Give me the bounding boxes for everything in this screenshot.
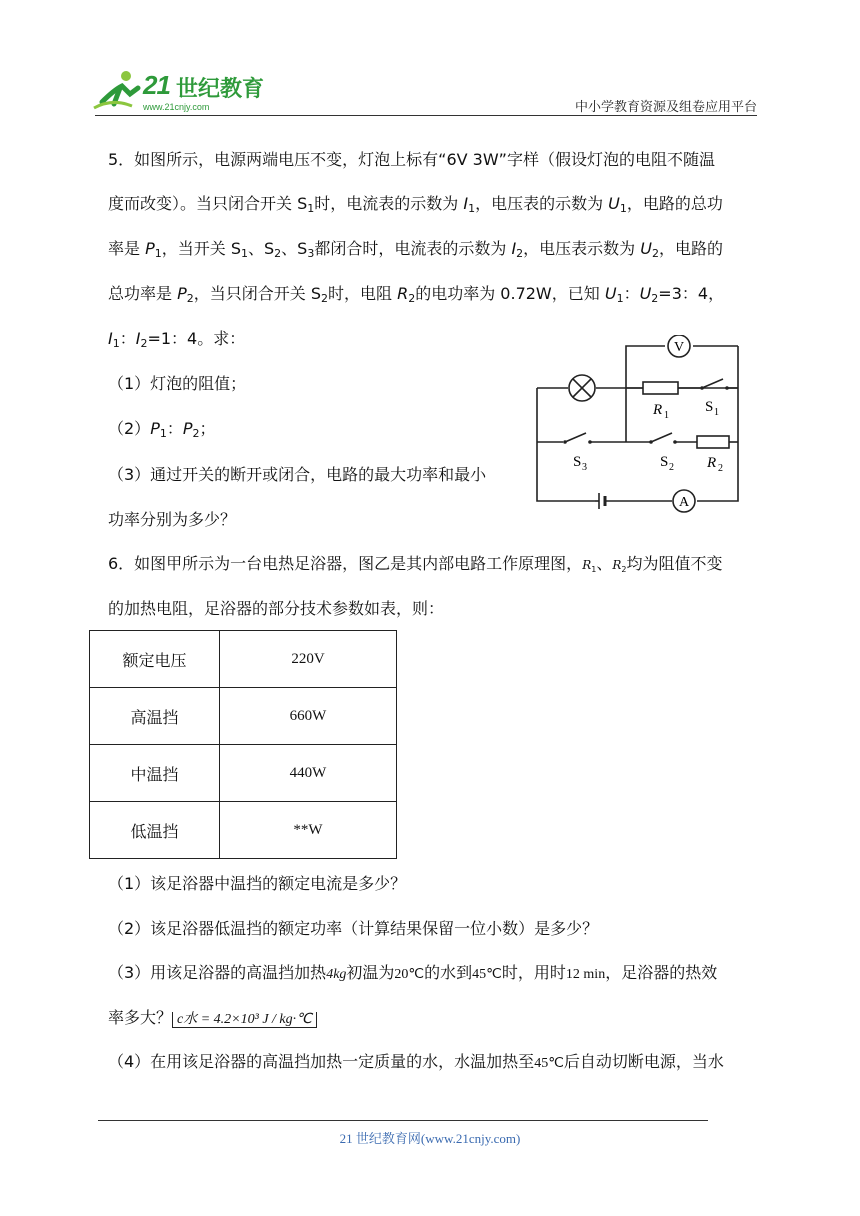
table-cell: 高温挡 — [90, 688, 220, 745]
resistor-r2 — [697, 436, 729, 474]
resistor-r1 — [643, 382, 678, 421]
runner-logo-icon — [92, 68, 148, 112]
svg-text:R: R — [707, 455, 717, 471]
table-cell: 220V — [220, 631, 397, 688]
svg-text:1: 1 — [664, 410, 669, 421]
svg-text:1: 1 — [714, 407, 719, 418]
formula-specific-heat: c水 = 4.2×10³ J / kg·℃ — [172, 1012, 317, 1028]
table-row — [90, 688, 397, 745]
svg-text:2: 2 — [718, 463, 723, 474]
logo-url: www.21cnjy.com — [143, 102, 210, 112]
switch-s2 — [649, 433, 677, 473]
circuit-diagram — [525, 335, 750, 515]
q5-line-1: 5．如图所示，电源两端电压不变，灯泡上标有“6V 3W”字样（假设灯泡的电阻不随温 — [108, 150, 715, 169]
battery-icon — [599, 493, 605, 509]
svg-text:V: V — [673, 340, 685, 355]
svg-text:R: R — [653, 402, 663, 418]
q5-line-4: 总功率是 $P_2$，当只闭合开关 $S_2$时，电阻 $R_2$的电功率为 0.72W，已知 $U_1$：$U_2=3$：4， — [108, 284, 725, 305]
svg-text:3: 3 — [582, 462, 587, 473]
table-cell: 低温挡 — [90, 802, 220, 859]
table-cell: 660W — [220, 688, 397, 745]
table-row — [90, 631, 397, 688]
q5-part-2: $(2)P_1$：$P_2$； — [108, 419, 216, 440]
lamp-icon — [569, 375, 595, 401]
spec-table — [89, 630, 397, 859]
q6-line-2: 的加热电阻，足浴器的部分技术参数如表，则： — [108, 599, 445, 618]
svg-text:S: S — [705, 399, 714, 415]
table-row — [90, 802, 397, 859]
ammeter-icon — [673, 490, 695, 512]
svg-text:S: S — [573, 454, 582, 470]
table-cell: 中温挡 — [90, 745, 220, 802]
q5-line-3: 率是 $P_1$，当开关 $S_1$、$S_2$、$S_3$都闭合时，电流表的示数为 $I_2$，电压表示数为 $U_2$，电路的 — [108, 239, 723, 260]
footer-text: 21 世纪教育网(www.21cnjy.com) — [339, 1131, 521, 1146]
table-cell: 额定电压 — [90, 631, 220, 688]
svg-text:2: 2 — [669, 462, 674, 473]
q5-part-1: （1）灯泡的阻值； — [108, 374, 247, 393]
logo-number: 21 — [143, 70, 170, 100]
switch-s1 — [700, 379, 738, 418]
logo-text: 世纪教育 — [176, 77, 265, 102]
table-cell: 440W — [220, 745, 397, 802]
header-tagline: 中小学教育资源及组卷应用平台 — [574, 100, 757, 115]
footer-divider — [98, 1120, 708, 1121]
q5-part-3: （3）通过开关的断开或闭合，电路的最大功率和最小 — [108, 465, 487, 484]
table-row — [90, 745, 397, 802]
svg-text:S: S — [660, 454, 669, 470]
q6-part-1: （1）该足浴器中温挡的额定电流是多少？ — [108, 874, 407, 893]
q6-line-1: 6．如图甲所示为一台电热足浴器，图乙是其内部电路工作原理图，$R_1$、$R_2$均为阻值不变 — [108, 554, 723, 574]
svg-text:A: A — [678, 495, 690, 510]
header-divider — [95, 115, 757, 116]
q6-part-3-cont: 率多大？ c水 = 4.2×10³ J / kg·℃ — [108, 1006, 317, 1032]
table-cell: **W — [220, 802, 397, 859]
q6-part-2: （2）该足浴器低温挡的额定功率（计算结果保留一位小数）是多少？ — [108, 919, 599, 938]
switch-s3 — [563, 433, 592, 473]
q6-part-3: （3）用该足浴器的高温挡加热4kg初温为20℃的水到45℃时，用时12 min，足浴器的热效 — [108, 963, 718, 982]
voltmeter-icon — [668, 335, 690, 357]
q5-line-5: $I_1$：$I_2=1$：4。求： — [108, 329, 246, 350]
q6-part-4: （4）在用该足浴器的高温挡加热一定质量的水，水温加热至45℃后自动切断电源，当水 — [108, 1052, 724, 1071]
q5-part-3-cont: 功率分别为多少？ — [108, 510, 237, 529]
q5-line-2: 度而改变）。当只闭合开关 $S_1$时，电流表的示数为 $I_1$，电压表的示数为 $U_1$，电路的总功 — [108, 194, 723, 215]
